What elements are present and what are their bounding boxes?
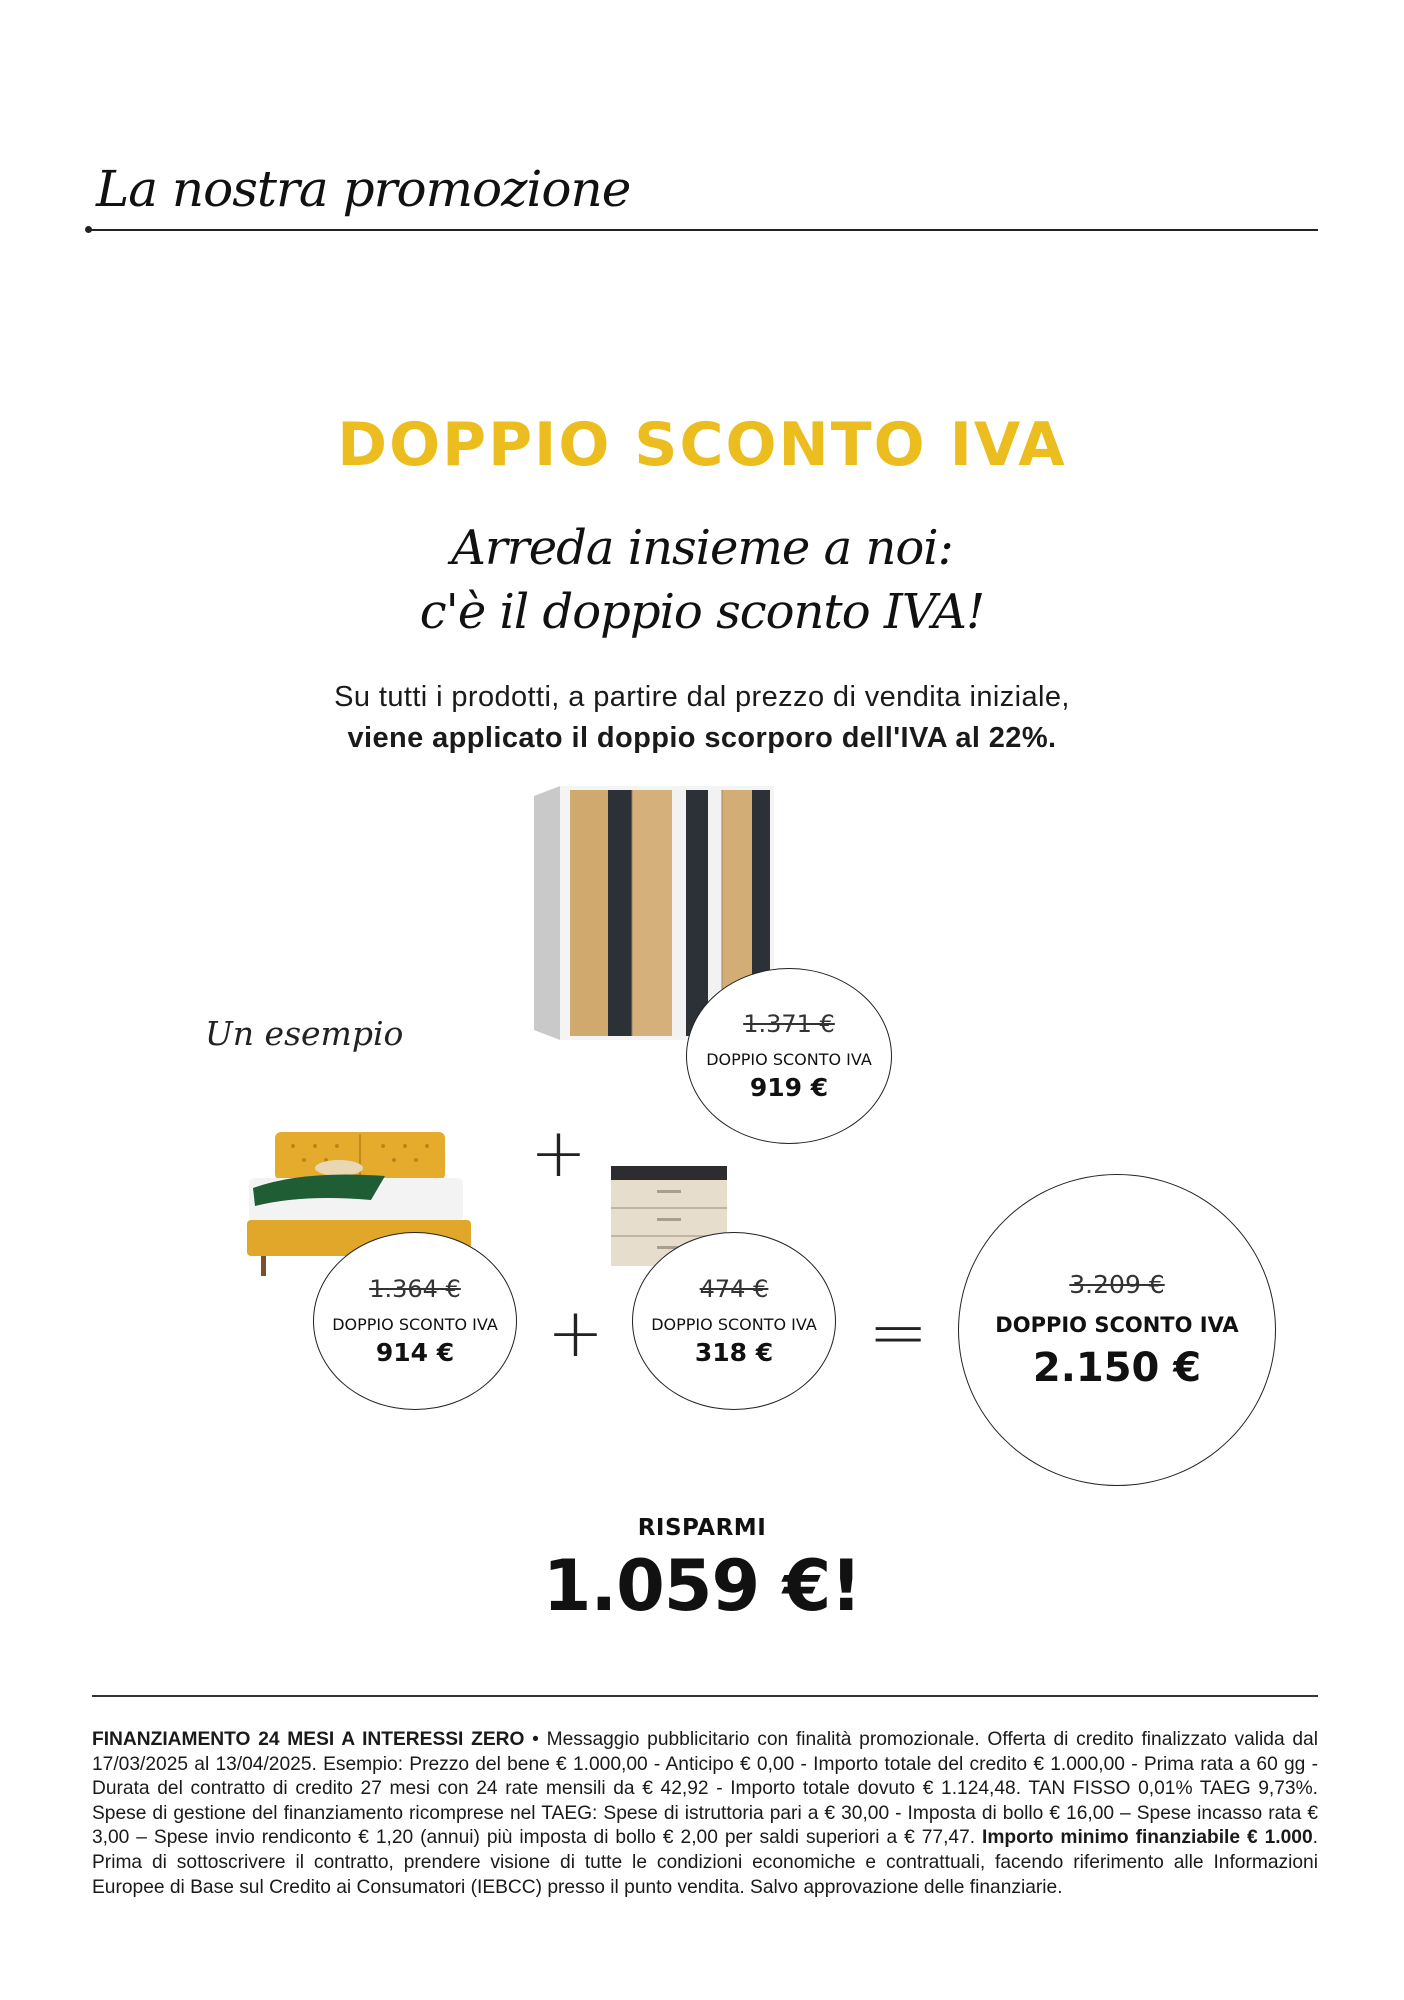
title-divider bbox=[88, 229, 1318, 231]
bed-new-price: 914 € bbox=[375, 1338, 455, 1367]
disclaimer-text-part1: Messaggio pubblicitario con finalità promozionale. Offerta di credito finalizzato valida dal 17/03/2025 al 13/04/2025. Esempio: Prezzo del bene € 1.000,00 - Anticipo € 0,00 - Importo totale del credito € 1.000,00 - Prima rata a 60 gg - Durata del contratto di credito 27 mesi con 24 rate mensili da € 42,92 - Importo totale dovuto € 1.124,48. TAN FISSO 0,01% TAEG 9,73%. Spese di gestione del finanziamento ricomprese nel TAEG: Spese di istruttoria pari a € 30,00 - Imposta di bollo € 16,00 – Spese incasso rata € 3,00 – Spese invio rendiconto € 1,20 (annui) più imposta di bollo € 2,00 per saldi superiori a € 77,47. bbox=[92, 1729, 1318, 1849]
dresser-old-price: 474 € bbox=[699, 1275, 769, 1303]
financing-title: FINANZIAMENTO 24 MESI A INTERESSI ZERO bbox=[92, 1729, 525, 1750]
tagline-line-2: c'è il doppio sconto IVA! bbox=[419, 584, 985, 640]
savings-label: RISPARMI bbox=[637, 1515, 767, 1541]
promo-headline: DOPPIO SCONTO IVA bbox=[337, 410, 1067, 480]
example-label: Un esempio bbox=[205, 1014, 404, 1053]
bed-promo-label: DOPPIO SCONTO IVA bbox=[332, 1315, 498, 1334]
financing-disclaimer bbox=[92, 1728, 1318, 1900]
wardrobe-promo-label: DOPPIO SCONTO IVA bbox=[706, 1050, 872, 1069]
intro-line-2: viene applicato il doppio scorporo dell'IVA al 22%. bbox=[347, 722, 1057, 754]
disclaimer-bullet: • bbox=[524, 1729, 547, 1750]
bed-old-price: 1.364 € bbox=[369, 1275, 461, 1303]
title-divider-dot bbox=[85, 226, 92, 233]
equals-sign: = bbox=[868, 1290, 929, 1374]
wardrobe-price-circle bbox=[686, 968, 892, 1144]
savings-value: 1.059 €! bbox=[542, 1545, 862, 1627]
bed-price-circle bbox=[313, 1232, 517, 1410]
disclaimer-min-amount: Importo minimo finanziabile € 1.000 bbox=[982, 1827, 1313, 1849]
dresser-new-price: 318 € bbox=[694, 1338, 774, 1367]
intro-line-1: Su tutti i prodotti, a partire dal prezzo di vendita iniziale, bbox=[334, 681, 1070, 713]
total-new-price: 2.150 € bbox=[1032, 1344, 1202, 1391]
plus-sign: + bbox=[547, 1294, 604, 1373]
total-old-price: 3.209 € bbox=[1069, 1269, 1165, 1299]
disclaimer-text-part2: . Prima di sottoscrivere il contratto, prendere visione di tutte le condizioni economiche e contrattuali, facendo riferimento alle Informazioni Europee di Base sul Credito ai Consumatori (IEBCC) presso il punto vendita. Salvo approvazione delle finanziarie. bbox=[92, 1827, 1318, 1898]
dresser-price-circle bbox=[632, 1232, 836, 1410]
total-price-circle bbox=[958, 1174, 1276, 1486]
tagline-line-1: Arreda insieme a noi: bbox=[451, 520, 953, 576]
total-promo-label: DOPPIO SCONTO IVA bbox=[995, 1312, 1239, 1337]
plus-sign: + bbox=[530, 1114, 587, 1193]
dresser-promo-label: DOPPIO SCONTO IVA bbox=[651, 1315, 817, 1334]
wardrobe-old-price: 1.371 € bbox=[743, 1010, 835, 1038]
footer-divider bbox=[92, 1695, 1318, 1697]
wardrobe-new-price: 919 € bbox=[749, 1073, 829, 1102]
section-title: La nostra promozione bbox=[96, 160, 631, 218]
